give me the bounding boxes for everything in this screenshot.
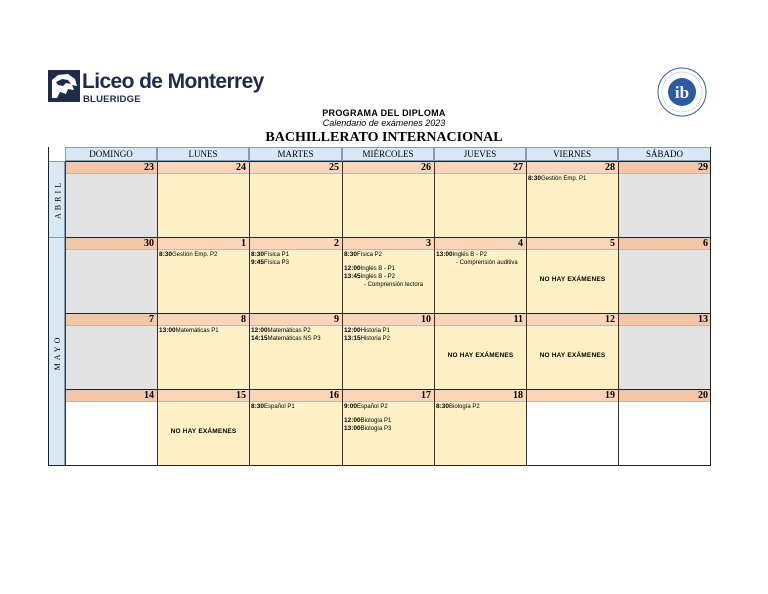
date-number: 1: [157, 237, 249, 249]
month-strip: [48, 237, 65, 466]
date-number: 15: [157, 389, 249, 401]
date-number: 17: [342, 389, 434, 401]
exam-subject: Física P2: [357, 252, 383, 258]
exam-entry: [436, 251, 526, 259]
lion-logo-icon: [48, 70, 80, 102]
day-cell: [65, 173, 157, 237]
date-number: 25: [249, 161, 342, 173]
day-cell: [618, 401, 711, 466]
date-number: 16: [249, 389, 342, 401]
day-cell: [157, 249, 249, 313]
grid-line: [157, 161, 158, 466]
date-number: 23: [65, 161, 157, 173]
exam-entry: [436, 403, 526, 411]
date-number: 9: [249, 313, 342, 325]
exam-subject: Inglés B - P1: [360, 266, 395, 272]
school-name: Liceo de Monterrey: [82, 70, 264, 93]
exam-subject: Inglés B - P2: [452, 252, 487, 258]
day-cell: [249, 325, 342, 389]
day-header: VIERNES: [526, 147, 618, 161]
date-number: 19: [526, 389, 618, 401]
day-cell: [157, 401, 249, 466]
day-header: MIÉRCOLES: [342, 147, 434, 161]
exam-entry: [344, 335, 434, 343]
exam-note: - Comprensión lectora: [364, 282, 424, 288]
date-number: 20: [618, 389, 711, 401]
exam-entry: [344, 265, 434, 273]
day-cell: [157, 325, 249, 389]
day-cell: [249, 401, 342, 466]
exam-time: 14:15: [251, 335, 268, 342]
exam-calendar: [48, 147, 711, 466]
no-exams-label: NO HAY EXÁMENES: [539, 352, 606, 359]
exam-subject: Historia P1: [360, 328, 390, 334]
day-cell: [526, 325, 618, 389]
day-cell: [434, 401, 526, 466]
program-title: PROGRAMA DEL DIPLOMA: [322, 108, 446, 118]
exam-subject: Inglés B - P2: [360, 274, 395, 280]
day-header: DOMINGO: [65, 147, 157, 161]
day-cell: [157, 173, 249, 237]
date-number: 14: [65, 389, 157, 401]
date-number: 27: [434, 161, 526, 173]
day-cell: [65, 249, 157, 313]
date-number: 8: [157, 313, 249, 325]
date-number: 24: [157, 161, 249, 173]
exam-entry: [251, 403, 342, 411]
calendar-subtitle: Calendario de exámenes 2023: [322, 118, 446, 128]
exam-entry: [344, 327, 434, 335]
exam-subject: Español P1: [264, 404, 295, 410]
date-number: 6: [618, 237, 711, 249]
exam-time: 12:00: [344, 417, 361, 424]
day-cell: [434, 173, 526, 237]
exam-time: 8:30: [528, 175, 542, 182]
date-number: 29: [618, 161, 711, 173]
day-cell: [249, 173, 342, 237]
exam-subject: Biología P2: [449, 404, 480, 410]
day-cell: [249, 249, 342, 313]
date-number: 26: [342, 161, 434, 173]
grid-line: [65, 161, 66, 466]
exam-entry: [251, 335, 342, 343]
exam-entry: [344, 403, 434, 411]
exam-subject: Biología P1: [360, 418, 392, 424]
exam-time: 13:15: [344, 335, 361, 342]
day-cell: [65, 325, 157, 389]
exam-time: 13:00: [344, 425, 361, 432]
school-logo: [48, 68, 263, 108]
exam-subject: Gestión Emp. P2: [172, 252, 218, 258]
exam-note: - Comprensión auditiva: [456, 260, 518, 266]
grid-line: [526, 161, 527, 466]
date-number: 10: [342, 313, 434, 325]
date-number: 18: [434, 389, 526, 401]
date-number: 30: [65, 237, 157, 249]
exam-entry: [159, 327, 249, 335]
exam-subject: Matemáticas P1: [175, 328, 219, 334]
exam-entry: [251, 251, 342, 259]
month-strip: [48, 161, 65, 237]
exam-subject: Biología P3: [360, 426, 392, 432]
date-number: 2: [249, 237, 342, 249]
date-number: 3: [342, 237, 434, 249]
exam-subject: Español P2: [357, 404, 388, 410]
no-exams-label: NO HAY EXÁMENES: [170, 428, 237, 435]
exam-time: 9:45: [251, 259, 265, 266]
day-header: MARTES: [249, 147, 342, 161]
day-header: SÁBADO: [618, 147, 711, 161]
exam-subject: Física P1: [264, 252, 290, 258]
date-number: 4: [434, 237, 526, 249]
no-exams-label: NO HAY EXÁMENES: [447, 352, 514, 359]
date-number: 13: [618, 313, 711, 325]
exam-entry: [344, 273, 434, 281]
day-cell: [618, 173, 711, 237]
campus-name: BLUERIDGE: [83, 94, 141, 105]
exam-time: 12:00: [251, 327, 268, 334]
day-cell: [618, 325, 711, 389]
exam-time: 8:30: [436, 403, 450, 410]
exam-subject: Matemáticas NS P3: [267, 336, 321, 342]
date-number: 5: [526, 237, 618, 249]
day-cell: [342, 325, 434, 389]
exam-entry: [159, 251, 249, 259]
exam-entry: [344, 425, 434, 433]
page-title: BACHILLERATO INTERNACIONAL: [265, 130, 503, 145]
grid-line: [249, 161, 250, 466]
date-number: 28: [526, 161, 618, 173]
exam-entry: [528, 175, 618, 183]
ib-seal-letters: ib: [674, 83, 690, 102]
day-cell: [434, 325, 526, 389]
exam-entry: [251, 327, 342, 335]
date-number: 12: [526, 313, 618, 325]
date-number: 11: [434, 313, 526, 325]
day-cell: [526, 401, 618, 466]
exam-time: 8:30: [344, 251, 358, 258]
day-cell: [434, 249, 526, 313]
exam-time: 8:30: [251, 251, 265, 258]
date-number: 7: [65, 313, 157, 325]
grid-line: [434, 161, 435, 466]
day-cell: [618, 249, 711, 313]
day-cell: [342, 173, 434, 237]
exam-time: 8:30: [159, 251, 173, 258]
exam-time: 12:00: [344, 265, 361, 272]
day-header: JUEVES: [434, 147, 526, 161]
month-label: ABRIL: [53, 180, 62, 219]
grid-line: [618, 161, 619, 466]
exam-subject: Gestión Emp. P1: [541, 176, 587, 182]
exam-entry: [344, 251, 434, 259]
day-cell: [342, 401, 434, 466]
exam-time: 13:45: [344, 273, 361, 280]
exam-time: 9:00: [344, 403, 358, 410]
day-cell: [342, 249, 434, 313]
exam-entry: [251, 259, 342, 267]
day-cell: [526, 249, 618, 313]
exam-subject: Historia P2: [360, 336, 390, 342]
day-header: LUNES: [157, 147, 249, 161]
exam-time: 12:00: [344, 327, 361, 334]
exam-time: 13:00: [159, 327, 176, 334]
exam-subject: Física P3: [264, 260, 290, 266]
exam-time: 8:30: [251, 403, 265, 410]
no-exams-label: NO HAY EXÁMENES: [539, 276, 606, 283]
month-label: MAYO: [53, 334, 62, 370]
exam-time: 13:00: [436, 251, 453, 258]
day-cell: [526, 173, 618, 237]
grid-line: [342, 161, 343, 466]
exam-subject: Matemáticas P2: [267, 328, 311, 334]
day-cell: [65, 401, 157, 466]
exam-entry: [344, 417, 434, 425]
